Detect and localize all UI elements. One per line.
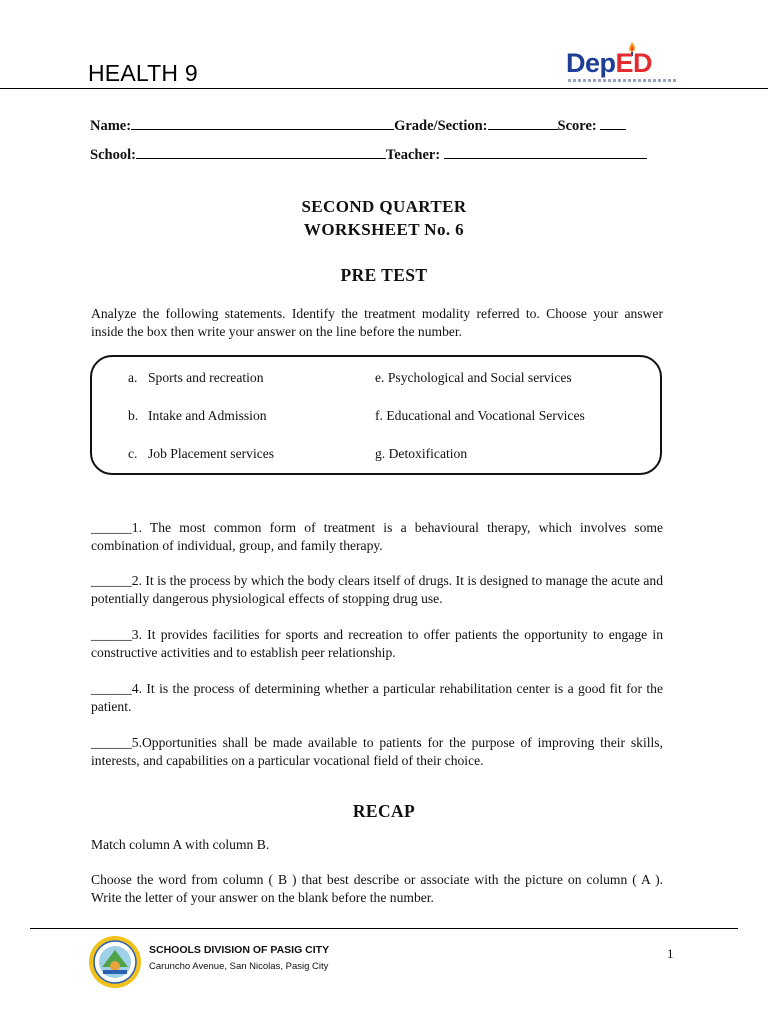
choice-a xyxy=(128,370,264,386)
division-name: SCHOOLS DIVISION OF PASIG CITY xyxy=(149,944,330,956)
question-5: ______5.Opportunities shall be made available to patients for the purpose of improving their skills, interests, and capabilities on a particular vocational field of their choice. xyxy=(91,735,663,768)
choice-text: Sports and recreation xyxy=(148,370,264,385)
teacher-blank[interactable] xyxy=(444,146,647,159)
question-4: ______4. It is the process of determining whether a particular rehabilitation center is a good fit for the patient. xyxy=(91,681,663,714)
choice-text: Educational and Vocational Services xyxy=(386,408,585,423)
division-address: Caruncho Avenue, San Nicolas, Pasig City xyxy=(149,961,329,972)
deped-logo xyxy=(566,42,680,88)
choice-c xyxy=(128,446,274,462)
choice-letter: c. xyxy=(128,446,138,461)
choice-g xyxy=(375,446,467,462)
school-label: School: xyxy=(90,147,136,163)
name-blank[interactable] xyxy=(131,117,394,130)
choice-b xyxy=(128,408,267,424)
division-seal-icon xyxy=(88,935,142,989)
choice-letter: b. xyxy=(128,408,139,423)
worksheet-title: WORKSHEET No. 6 xyxy=(303,220,465,239)
score-label: Score: xyxy=(557,118,597,134)
recap-instructions: Choose the word from column ( B ) that best describe or associate with the picture on column ( A ). Write the letter of your answer on the blank before the number. xyxy=(91,872,663,905)
logo-dep-text: Dep xyxy=(566,48,616,78)
question-2: ______2. It is the process by which the body clears itself of drugs. It is designed to manage the acute and potentially dangerous physiological effects of stopping drug use. xyxy=(91,573,663,606)
choice-letter: g. xyxy=(375,446,386,461)
header-divider xyxy=(0,88,768,89)
recap-match-text: Match column A with column B. xyxy=(91,837,270,852)
footer-divider xyxy=(30,928,738,929)
choice-letter: f. xyxy=(375,408,383,423)
pretest-heading: PRE TEST xyxy=(340,265,428,285)
choice-text: Psychological and Social services xyxy=(387,370,572,385)
question-1: ______1. The most common form of treatment is a behavioural therapy, which involves some combination of individual, group, and family therapy. xyxy=(91,520,663,553)
choice-text: Job Placement services xyxy=(148,446,275,461)
choice-f xyxy=(375,408,585,424)
choice-letter: a. xyxy=(128,370,138,385)
choice-letter: e. xyxy=(375,370,385,385)
quarter-title: SECOND QUARTER xyxy=(301,197,467,216)
choice-e xyxy=(375,370,572,386)
recap-heading: RECAP xyxy=(352,801,416,821)
question-3: ______3. It provides facilities for sports and recreation to offer patients the opportunity to engage in constructive activities and to establish peer relationship. xyxy=(91,627,663,660)
student-info-row-1 xyxy=(90,117,690,135)
teacher-label: Teacher: xyxy=(385,147,441,163)
score-blank[interactable] xyxy=(600,117,626,130)
choice-text: Detoxification xyxy=(388,446,468,461)
student-info-row-2 xyxy=(90,146,690,164)
pretest-instructions: Analyze the following statements. Identify the treatment modality referred to. Choose your answer inside the box then write your answer on the line before the number. xyxy=(91,306,663,339)
page-number: 1 xyxy=(667,946,674,961)
grade-section-label: Grade/Section: xyxy=(394,118,488,134)
grade-section-blank[interactable] xyxy=(488,117,558,130)
subject-title: HEALTH 9 xyxy=(88,60,198,86)
choice-text: Intake and Admission xyxy=(148,408,267,423)
logo-ed-text: ED xyxy=(615,48,653,78)
logo-tagline xyxy=(568,79,676,82)
name-label: Name: xyxy=(90,118,132,134)
school-blank[interactable] xyxy=(136,146,386,159)
